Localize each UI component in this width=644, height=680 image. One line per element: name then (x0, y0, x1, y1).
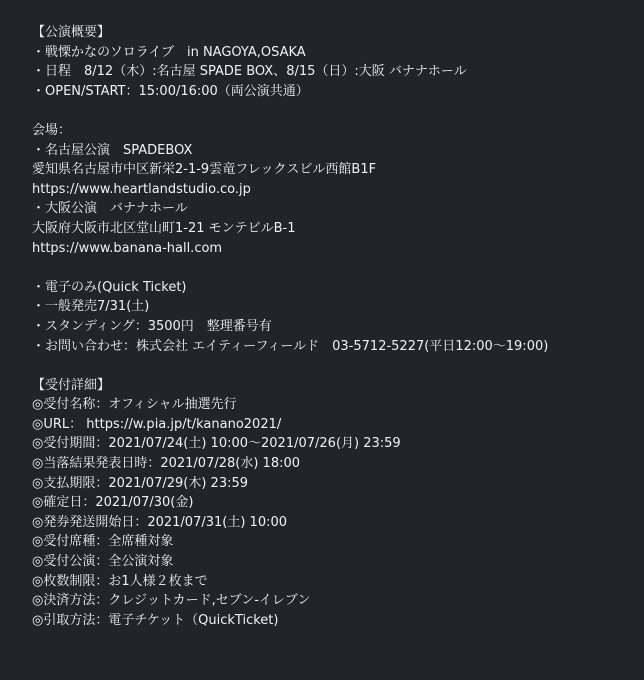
osaka-venue-label: ・大阪公演 バナナホール (32, 201, 188, 217)
reception-confirmation-date-line: ◎確定日：2021/07/30(金) (32, 495, 194, 511)
ticket-info-section (32, 278, 644, 356)
blank-line (32, 258, 644, 278)
ticket-contact-line: ・お問い合わせ：株式会社 エイティーフィールド 03-5712-5227(平日12:00～19:00) (32, 338, 549, 354)
reception-ticket-limit-line: ◎枚数制限：お1人様２枚まで (32, 573, 208, 589)
overview-section (32, 23, 644, 101)
reception-period-line: ◎受付期間：2021/07/24(土) 10:00～2021/07/26(月) 23:59 (32, 436, 401, 452)
osaka-venue-link[interactable]: https://www.banana-hall.com (32, 240, 223, 256)
reception-result-date-line: ◎当落結果発表日時：2021/07/28(水) 18:00 (32, 456, 301, 472)
reception-section (32, 376, 644, 631)
venues-heading: 会場： (32, 122, 72, 138)
reception-payment-method-line: ◎決済方法：クレジットカード,セブン-イレブン (32, 593, 311, 609)
reception-performances-line: ◎受付公演：全公演対象 (32, 554, 174, 570)
ticket-electronic-line: ・電子のみ(Quick Ticket) (32, 279, 187, 295)
venues-section (32, 121, 644, 258)
overview-schedule-line: ・日程 8/12（木）:名古屋 SPADE BOX、8/15（日）:大阪 バナナホール (32, 64, 467, 80)
blank-line (32, 101, 644, 121)
osaka-venue-address: 大阪府大阪市北区堂山町1-21 モンテビルB-1 (32, 220, 296, 236)
overview-title-line: ・戦慄かなのソロライブ in NAGOYA,OSAKA (32, 44, 306, 60)
overview-heading: 【公演概要】 (32, 25, 111, 40)
nagoya-venue-label: ・名古屋公演 SPADEBOX (32, 142, 193, 158)
reception-url-line[interactable]: ◎URL： https://w.pia.jp/t/kanano2021/ (32, 416, 282, 432)
blank-line (32, 356, 644, 376)
reception-pickup-method-line: ◎引取方法：電子チケット（QuickTicket) (32, 612, 279, 628)
reception-seat-type-line: ◎受付席種：全席種対象 (32, 534, 174, 550)
overview-open-start-line: ・OPEN/START：15:00/16:00（両公演共通） (32, 83, 309, 99)
reception-issue-start-line: ◎発券発送開始日：2021/07/31(土) 10:00 (32, 514, 288, 530)
reception-name-line: ◎受付名称：オフィシャル抽選先行 (32, 397, 237, 413)
nagoya-venue-address: 愛知県名古屋市中区新栄2-1-9雲竜フレックスビル西館B1F (32, 162, 377, 178)
reception-heading: 【受付詳細】 (32, 377, 111, 393)
nagoya-venue-link[interactable]: https://www.heartlandstudio.co.jp (32, 181, 251, 197)
reception-payment-deadline-line: ◎支払期限：2021/07/29(木) 23:59 (32, 475, 249, 491)
ticket-general-sale-line: ・一般発売7/31(土) (32, 299, 150, 315)
ticket-standing-price-line: ・スタンディング：3500円 整理番号有 (32, 318, 272, 334)
